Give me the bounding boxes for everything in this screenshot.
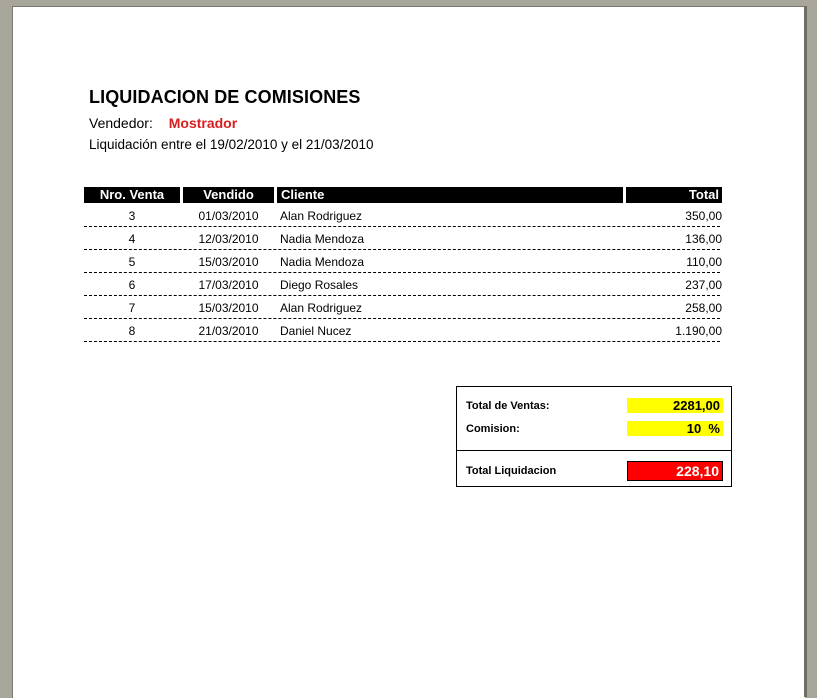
cell-nro: 4 xyxy=(128,232,136,246)
cell-nro: 7 xyxy=(128,301,136,315)
total-ventas-value: 2281,00 xyxy=(627,398,723,413)
table-row xyxy=(84,319,720,342)
page-shadow xyxy=(804,6,807,697)
cell-nro: 8 xyxy=(128,324,136,338)
cell-total: 258,00 xyxy=(685,301,722,315)
report-title: LIQUIDACION DE COMISIONES xyxy=(89,87,361,107)
cell-cliente: Daniel Nucez xyxy=(280,324,352,338)
total-liquidacion-label: Total Liquidacion xyxy=(466,465,557,477)
table-row xyxy=(84,273,720,296)
cell-nro: 5 xyxy=(128,255,136,269)
header-cliente: Cliente xyxy=(277,187,623,203)
sales-table xyxy=(84,204,720,342)
cell-total: 237,00 xyxy=(685,278,722,292)
cell-cliente: Diego Rosales xyxy=(280,278,359,292)
cell-total: 1.190,00 xyxy=(675,324,722,338)
header-total: Total xyxy=(626,187,722,203)
summary-divider xyxy=(457,450,731,451)
cell-cliente: Nadia Mendoza xyxy=(280,255,365,269)
cell-cliente: Nadia Mendoza xyxy=(280,232,365,246)
cell-cliente: Alan Rodriguez xyxy=(280,209,363,223)
table-row xyxy=(84,296,720,319)
cell-nro: 6 xyxy=(128,278,136,292)
table-row xyxy=(84,250,720,273)
cell-cliente: Alan Rodriguez xyxy=(280,301,363,315)
comision-value: 10 % xyxy=(627,421,723,436)
seller-line xyxy=(89,115,237,131)
total-ventas-label: Total de Ventas: xyxy=(466,400,550,412)
cell-vendido: 15/03/2010 xyxy=(198,301,259,315)
cell-vendido: 12/03/2010 xyxy=(198,232,259,246)
summary-box xyxy=(456,386,732,487)
table-row xyxy=(84,204,720,227)
seller-label: Vendedor: xyxy=(89,115,153,131)
cell-total: 110,00 xyxy=(686,255,722,269)
cell-total: 350,00 xyxy=(685,209,722,223)
period-text: Liquidación entre el 19/02/2010 y el 21/03/2010 xyxy=(89,137,374,152)
cell-vendido: 17/03/2010 xyxy=(198,278,259,292)
cell-vendido: 21/03/2010 xyxy=(198,324,259,338)
cell-total: 136,00 xyxy=(685,232,722,246)
cell-vendido: 01/03/2010 xyxy=(198,209,259,223)
comision-label: Comision: xyxy=(466,423,520,435)
header-vendido: Vendido xyxy=(183,187,274,203)
cell-nro: 3 xyxy=(128,209,136,223)
table-row xyxy=(84,227,720,250)
seller-name: Mostrador xyxy=(168,115,238,131)
report-page xyxy=(12,6,805,698)
cell-vendido: 15/03/2010 xyxy=(198,255,259,269)
total-liquidacion-value: 228,10 xyxy=(627,461,723,481)
header-nro-venta: Nro. Venta xyxy=(84,187,180,203)
